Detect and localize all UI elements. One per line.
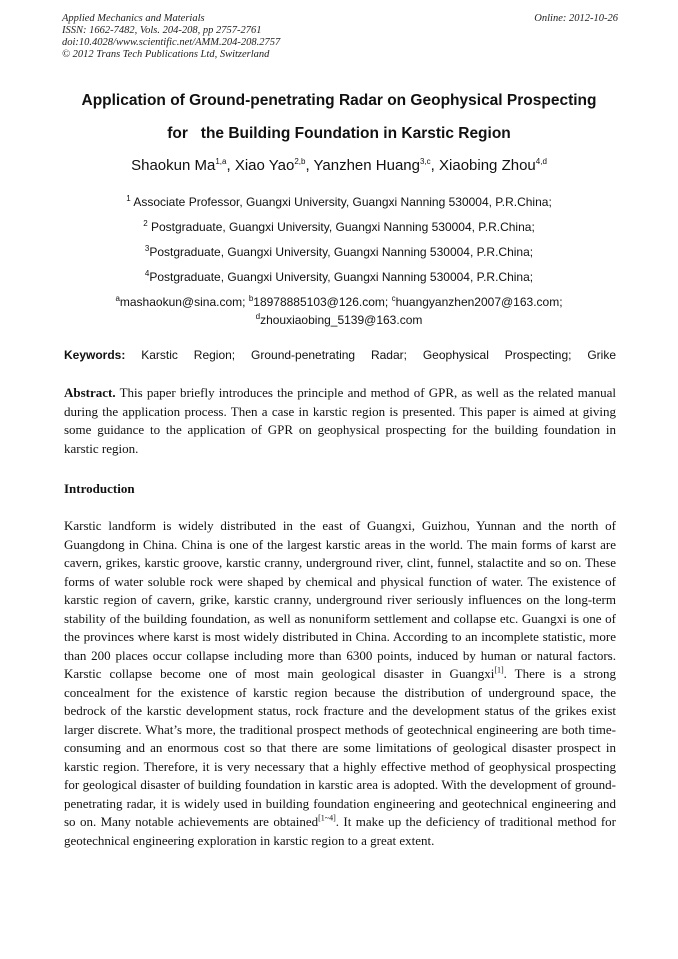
abstract-label: Abstract. (64, 385, 116, 400)
author-list: Shaokun Ma$^{1,a}$, Xiao Yao$^{2,b}$, Yanzhen Huang$^{3,c}$, Xiaobing Zhou$^{4,d}$ (131, 157, 547, 174)
issn-line: ISSN: 1662-7482, Vols. 204-208, pp 2757-2761 (62, 25, 262, 36)
email-line-2: $^d$zhouxiaobing_5139@163.com (255, 312, 423, 327)
affiliation-2: $^2$ Postgraduate, Guangxi University, Guangxi Nanning 530004, P.R.China; (143, 219, 535, 234)
email-line-1: $^a$mashaokun@sina.com; $^b$18978885103@126.com; $^c$huangyanzhen2007@163.com; (115, 294, 563, 309)
journal-name: Applied Mechanics and Materials (62, 13, 205, 24)
running-header (62, 13, 618, 61)
author-superscript: 2,b (294, 157, 306, 166)
author-superscript: 1,a (215, 157, 227, 166)
email-c[interactable]: huangyanzhen2007@163.com; (395, 295, 563, 309)
affiliation-4: $^4$Postgraduate, Guangxi University, Guangxi Nanning 530004, P.R.China; (144, 269, 534, 284)
author-name: Xiaobing Zhou (439, 157, 536, 174)
keywords-text: Karstic Region; Ground-penetrating Radar; Geophysical Prospecting; Grike (125, 348, 616, 362)
copyright-line: © 2012 Trans Tech Publications Ltd, Switzerland (62, 49, 270, 60)
affiliation-1: $^1$ Associate Professor, Guangxi University, Guangxi Nanning 530004, P.R.China; (126, 194, 552, 209)
keywords (64, 348, 616, 362)
affiliation-3: $^3$Postgraduate, Guangxi University, Guangxi Nanning 530004, P.R.China; (144, 244, 534, 259)
author-name: Xiao Yao (234, 157, 295, 174)
introduction-body: Karstic landform is widely distributed in the east of Guangxi, Guizhou, Yunnan and the north of Guangdong in China. China is one of the largest karstic areas in the world. The main forms of karst are cavern, grikes, karstic groove, karstic cranny, underground river, clint, funnel, stalactite and so on. These forms of water soluble rock were shaped by chemical and physical function of water. The existence of karstic region of cavern, grike, karstic cranny, underground river seriously influences on the long-term stability of the building foundation, as well as nonuniform settlement and collapse etc. Guangxi is one of the provinces where karst is most widely distributed in China. According to an incomplete statistic, more than 200 places occur collapse including more than 6300 points, induced by human or natural factors. Karstic collapse become one of most main geological disaster in Guangxi[1]. There is a strong concealment for the existence of karstic region because the distribution of underground space, the bedrock of the karstic development status, rock fracture and the development status of the grikes exist larger discrete. What’s more, the traditional prospect methods of geotechnical engineering are both time-consuming and an enormous cost so that there are some limitations of geological disaster prospect in karstic region. Therefore, it is very necessary that a highly effective method of geophysical prospecting for geological disaster of building foundation in karstic area is adopted. With the development of ground-penetrating radar, it is widely used in building foundation engineering and geotechnical engineering and so on. Many notable achievements are obtained[1~4]. It make up the deficiency of traditional method for geotechnical engineering exploration in karstic region to a great extent. (64, 518, 616, 848)
email-a[interactable]: mashaokun@sina.com; (119, 295, 246, 309)
email-b[interactable]: 18978885103@126.com; (253, 295, 389, 309)
citation-ref[interactable]: [1~4] (318, 813, 336, 823)
author-superscript: 3,c (420, 157, 431, 166)
author-name: Yanzhen Huang (313, 157, 420, 174)
abstract (64, 384, 616, 458)
abstract-text: This paper briefly introduces the principle and method of GPR, as well as the related manual during the application process. Then a case in karstic region is presented. This paper is aimed at giving some guidance to the application of GPR on geophysical prospecting for the building foundation in karstic region. (64, 385, 616, 456)
paper-title-line-2: for the Building Foundation in Karstic Region (167, 125, 511, 142)
author-name: Shaokun Ma (131, 157, 216, 174)
citation-ref[interactable]: [1] (494, 665, 504, 675)
paper-title-line-1: Application of Ground-penetrating Radar on Geophysical Prospecting (81, 92, 597, 109)
author-superscript: 4,d (535, 157, 547, 166)
online-date: Online: 2012-10-26 (534, 13, 618, 24)
keywords-label: Keywords: (64, 348, 126, 362)
email-d[interactable]: zhouxiaobing_5139@163.com (260, 313, 423, 327)
doi-line: doi:10.4028/www.scientific.net/AMM.204-208.2757 (62, 37, 281, 48)
section-heading-introduction: Introduction (64, 481, 135, 496)
